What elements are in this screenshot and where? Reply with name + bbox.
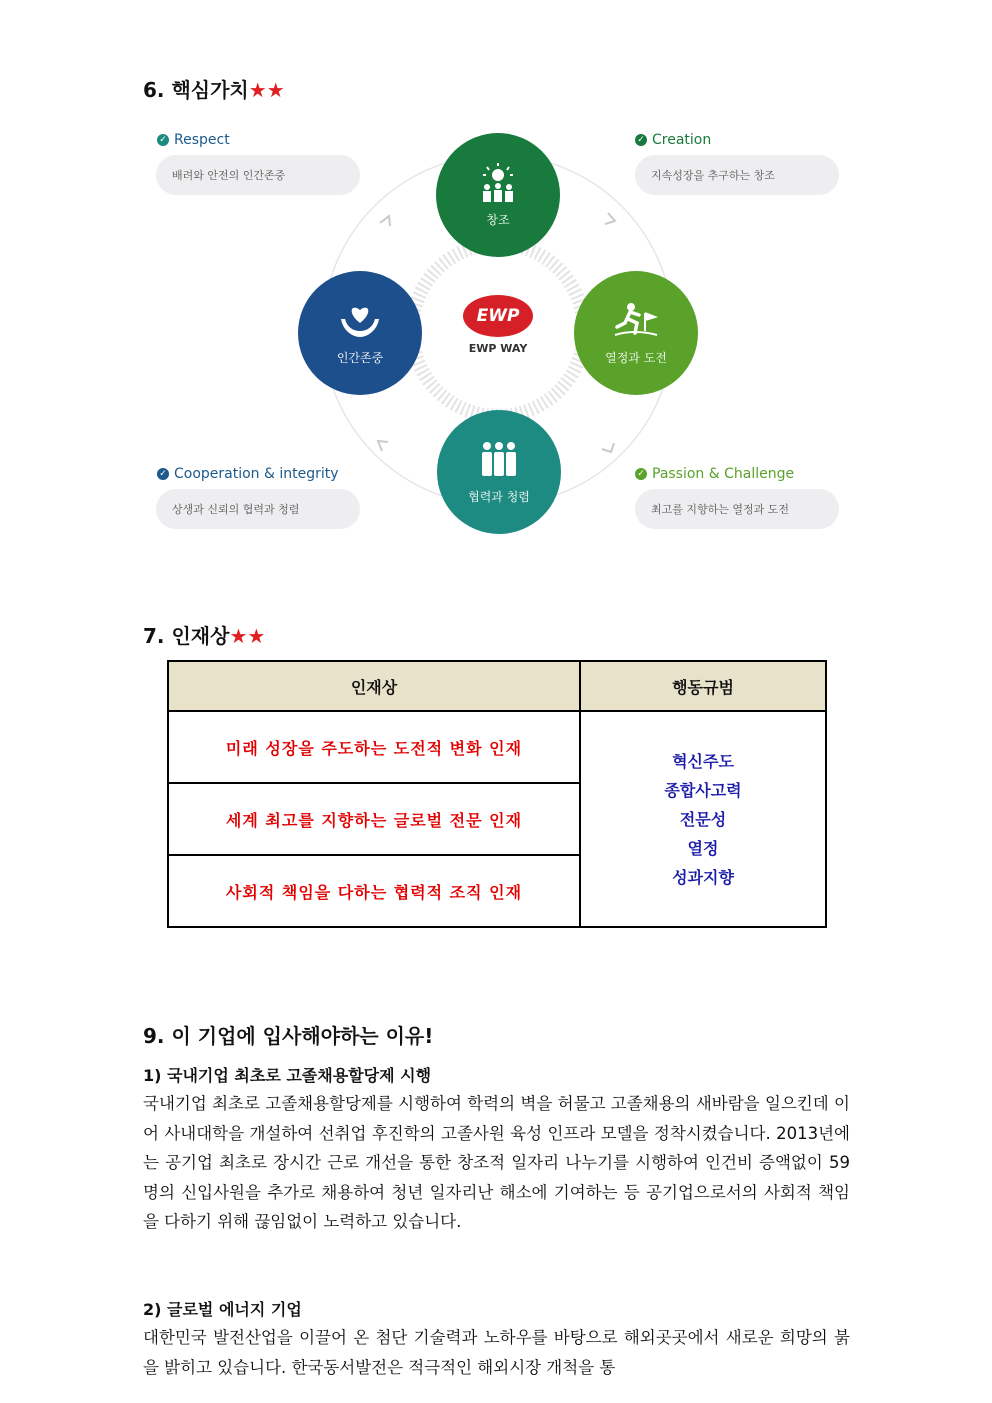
- respect-en: Respect: [174, 132, 230, 148]
- passion-label: [635, 466, 794, 482]
- creation-label: [635, 132, 711, 148]
- creation-en: Creation: [652, 132, 712, 148]
- section-6-title: 6. 핵심가치: [143, 78, 249, 102]
- lightbulb-team-icon: [475, 163, 521, 203]
- passion-desc: 최고를 지향하는 열정과 도전: [635, 489, 839, 529]
- star-rating: ★★: [229, 624, 266, 648]
- reason-1-text: 국내기업 최초로 고졸채용할당제를 시행하여 학력의 벽을 허물고 고졸채용의 새바람을 일으킨데 이어 사내대학을 개설하여 선취업 후진학의 고졸사원 육성 인프라 모델을 정착시켰습니다. 2013년에는 공기업 최초로 장시간 근로 개선을 통한 창조적 일자리 나누기를 시행하여 인건비 증액없이 59명의 신입사원을 추가로 채용하여 청년 일자리난 해소에 기여하는 등 공기업으로서의 사회적 책임을 다하기 위해 끊임없이 노력하고 있습니다.: [143, 1094, 850, 1231]
- table-header: 인재상: [168, 661, 580, 711]
- talent-cell: 세계 최고를 지향하는 글로벌 전문 인재: [168, 783, 580, 855]
- creation-desc: 지속성장을 추구하는 창조: [635, 155, 839, 195]
- cooperation-circle-label: 협력과 청렴: [468, 489, 530, 504]
- runner-flag-icon: [613, 301, 659, 341]
- norm-item: 혁신주도: [672, 751, 734, 771]
- section-9-title: 9. 이 기업에 입사해야하는 이유!: [143, 1024, 434, 1048]
- cooperation-circle: [437, 410, 561, 534]
- cooperation-en: Cooperation & integrity: [174, 466, 339, 482]
- respect-desc: 배려와 안전의 인간존중: [156, 155, 360, 195]
- section-6-heading: [143, 74, 285, 103]
- norm-item: 성과지향: [672, 867, 734, 887]
- creation-circle-label: 창조: [486, 212, 510, 227]
- table-row: [168, 711, 826, 783]
- center-label: EWP WAY: [468, 342, 528, 355]
- check-icon: ✓: [157, 468, 169, 480]
- table-header-row: [168, 661, 826, 711]
- respect-label: [157, 132, 230, 148]
- passion-circle-label: 열정과 도전: [605, 350, 667, 365]
- check-icon: ✓: [157, 134, 169, 146]
- creation-circle: [436, 133, 560, 257]
- check-icon: ✓: [635, 134, 647, 146]
- passion-en: Passion & Challenge: [652, 466, 795, 482]
- star-rating: ★★: [248, 78, 285, 102]
- reason-2-text: 대한민국 발전산업을 이끌어 온 첨단 기술력과 노하우를 바탕으로 해외곳곳에서 새로운 희망의 붉을 밝히고 있습니다. 한국동서발전은 적극적인 해외시장 개척을 통: [143, 1328, 850, 1377]
- norms-cell: [580, 711, 826, 927]
- norm-item: 전문성: [679, 809, 727, 829]
- respect-circle: [298, 271, 422, 395]
- cooperation-label: [157, 466, 339, 482]
- heart-hands-icon: [337, 301, 383, 341]
- section-7-title: 7. 인재상: [143, 624, 230, 648]
- ewp-logo-mark: EWP: [463, 295, 533, 337]
- norm-item: 열정: [687, 838, 719, 858]
- table-header: 행동규범: [580, 661, 826, 711]
- reason-2-title: 2) 글로벌 에너지 기업: [143, 1300, 302, 1319]
- core-values-diagram: [150, 125, 850, 545]
- section-7-heading: [143, 620, 265, 649]
- ewp-logo: [455, 295, 541, 355]
- check-icon: ✓: [635, 468, 647, 480]
- cooperation-desc: 상생과 신뢰의 협력과 청렴: [156, 489, 360, 529]
- talent-cell: 사회적 책임을 다하는 협력적 조직 인재: [168, 855, 580, 927]
- talent-table: [167, 660, 827, 928]
- talent-cell: 미래 성장을 주도하는 도전적 변화 인재: [168, 711, 580, 783]
- people-together-icon: [476, 440, 522, 480]
- passion-circle: [574, 271, 698, 395]
- respect-circle-label: 인간존중: [336, 350, 384, 365]
- reason-1-title: 1) 국내기업 최초로 고졸채용할당제 시행: [143, 1066, 432, 1085]
- norm-item: 종합사고력: [664, 780, 742, 800]
